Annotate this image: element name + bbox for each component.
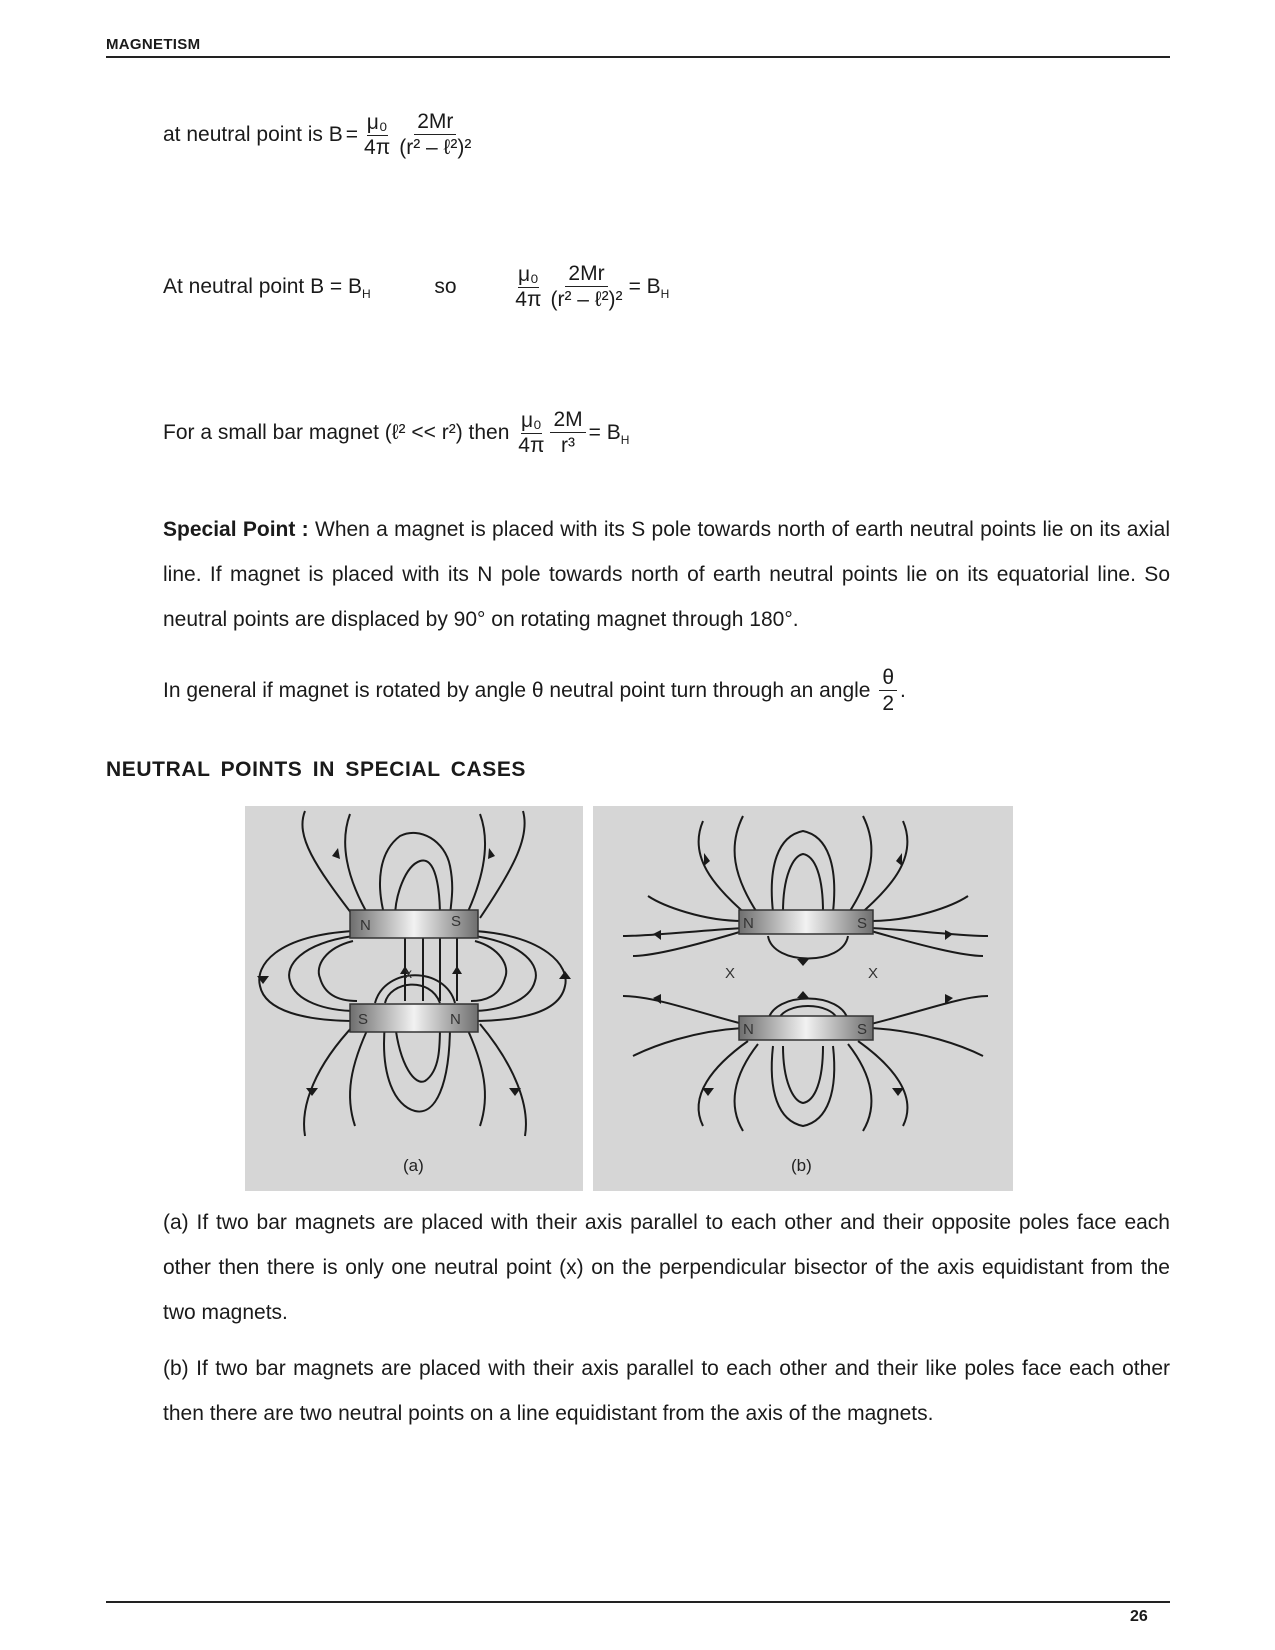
eq2-rhs-subscript: H <box>660 287 670 302</box>
eq1-mu: μ₀ <box>366 111 388 134</box>
general-statement <box>163 666 906 717</box>
running-header: MAGNETISM <box>106 36 201 53</box>
eq1-prefix: at neutral point is B <box>163 123 343 147</box>
general-denominator: 2 <box>882 692 895 715</box>
figure-b-caption: (b) <box>791 1156 812 1175</box>
figure-b-top-n-label: N <box>743 915 754 932</box>
figure-a-bottom-n-label: N <box>450 1011 461 1028</box>
special-point-paragraph <box>163 507 1170 642</box>
eq1-fraction <box>396 110 474 161</box>
special-point-label: Special Point : <box>163 518 309 541</box>
general-numerator: θ <box>879 666 897 691</box>
eq2-fraction <box>547 262 625 313</box>
figure-a-bottom-s-label: S <box>358 1011 369 1028</box>
eq1-mu-fraction <box>364 111 390 160</box>
eq2-subscript: H <box>362 287 371 302</box>
figure-b-top-s-label: S <box>857 915 868 932</box>
figure-b-neutral-right: X <box>868 965 879 982</box>
eq3-mu: μ₀ <box>520 409 542 432</box>
eq2-mu: μ₀ <box>517 263 539 286</box>
eq3-rhs-subscript: H <box>620 433 630 448</box>
figure-a-field-lines <box>245 806 583 1191</box>
figure-a-neutral-point: x <box>405 965 412 981</box>
eq3-four-pi: 4π <box>518 434 545 457</box>
figure-a-caption: (a) <box>403 1156 424 1175</box>
figure-a-top-n-label: N <box>360 917 371 934</box>
eq1-numerator: 2Mr <box>414 110 456 135</box>
eq1-equals: = <box>345 123 359 147</box>
eq3-prefix: For a small bar magnet (ℓ² << r²) then <box>163 421 510 445</box>
equation-neutral-point <box>163 110 477 161</box>
eq3-mu-fraction <box>518 409 544 458</box>
eq2-denominator: (r² – ℓ²)² <box>550 288 623 311</box>
paragraph-case-a: (a) If two bar magnets are placed with their axis parallel to each other and their opposite poles face each other then there is only one neutral point (x) on the perpendicular bisector of the axis equidistant from the two magnets. <box>163 1211 1170 1324</box>
eq3-fraction <box>550 408 585 459</box>
general-text: In general if magnet is rotated by angle θ neutral point turn through an angle <box>163 679 871 703</box>
special-point-text: When a magnet is placed with its S pole towards north of earth neutral points lie on its axial line. If magnet is placed with its N pole towards north of earth neutral points lie on its equatorial line. So neutral points are displaced by 90° on rotating magnet through 180°. <box>163 518 1170 631</box>
figure-a-top-s-label: S <box>451 913 462 930</box>
eq3-denominator: r³ <box>561 434 576 457</box>
eq1-four-pi: 4π <box>364 136 391 159</box>
equation-neutral-point-bh <box>163 262 669 313</box>
paragraph-case-b: (b) If two bar magnets are placed with their axis parallel to each other and their like poles face each other then there are two neutral points on a line equidistant from the axis of the magnets. <box>163 1357 1170 1425</box>
figure-b-bottom-s-label: S <box>857 1021 868 1038</box>
footer-rule <box>106 1601 1170 1603</box>
eq3-rhs: = B <box>588 421 621 445</box>
eq1-denominator: (r² – ℓ²)² <box>399 136 472 159</box>
figure-a-panel <box>245 806 583 1191</box>
eq2-numerator: 2Mr <box>565 262 607 287</box>
equation-small-magnet <box>163 408 629 459</box>
header-rule <box>106 56 1170 58</box>
eq2-rhs: = B <box>628 275 661 299</box>
eq2-mu-fraction <box>515 263 541 312</box>
eq2-prefix: At neutral point B = B <box>163 275 363 299</box>
general-end: . <box>900 679 906 703</box>
page-number: 26 <box>1130 1608 1148 1625</box>
figure-b-panel <box>593 806 1013 1191</box>
section-heading: NEUTRAL POINTS IN SPECIAL CASES <box>106 758 527 781</box>
figure-b-neutral-left: X <box>725 965 736 982</box>
figure-b-bottom-n-label: N <box>743 1021 754 1038</box>
eq2-four-pi: 4π <box>515 288 542 311</box>
eq2-so: so <box>434 275 457 299</box>
general-fraction <box>879 666 897 717</box>
eq3-numerator: 2M <box>550 408 585 433</box>
figure-b-field-lines <box>593 806 1013 1191</box>
